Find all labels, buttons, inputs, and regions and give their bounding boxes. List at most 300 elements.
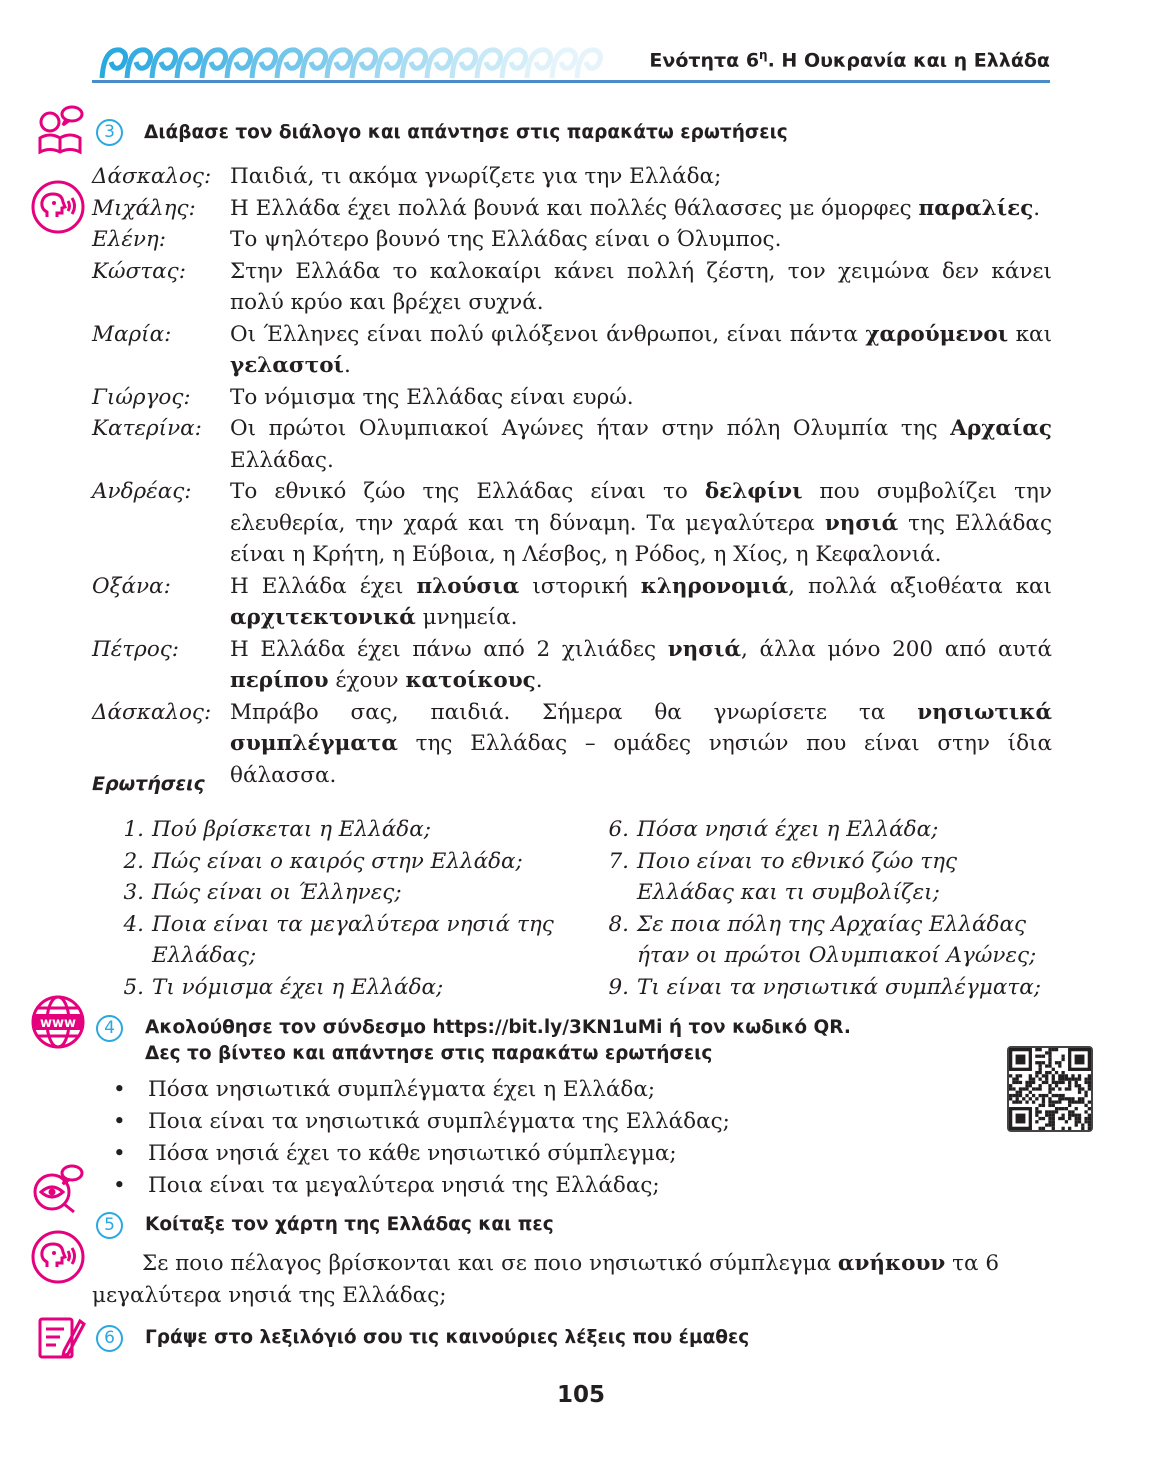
question-item bbox=[108, 846, 573, 878]
exercise-3-number: 3 bbox=[96, 119, 123, 146]
bold-word: χαρούμενοι bbox=[865, 321, 1009, 347]
speaker-name: Γιώργος: bbox=[92, 384, 191, 410]
bold-word: παραλίες bbox=[918, 195, 1034, 221]
qr-module bbox=[1052, 1123, 1055, 1126]
qr-module bbox=[1052, 1074, 1055, 1077]
qr-module bbox=[1012, 1094, 1015, 1097]
question-text: Πόσα νησιά έχει η Ελλάδα; bbox=[637, 817, 939, 842]
speaking-head-icon bbox=[30, 179, 86, 235]
bullet-dot: • bbox=[113, 1173, 126, 1198]
wave-swirl bbox=[402, 50, 426, 78]
wave-swirl bbox=[102, 50, 126, 78]
questions-title: Ερωτήσεις bbox=[92, 773, 205, 795]
qr-module bbox=[1084, 1094, 1087, 1097]
qr-module bbox=[1009, 1074, 1012, 1077]
qr-module bbox=[1081, 1097, 1084, 1100]
question-item bbox=[108, 909, 573, 972]
qr-module bbox=[1016, 1097, 1019, 1100]
qr-module bbox=[1052, 1110, 1055, 1113]
qr-module bbox=[1009, 1087, 1012, 1090]
wave-swirl bbox=[452, 50, 476, 78]
qr-module bbox=[1032, 1078, 1035, 1081]
qr-module bbox=[1012, 1100, 1015, 1103]
qr-module bbox=[1084, 1117, 1087, 1120]
qr-module bbox=[1042, 1100, 1045, 1103]
qr-module bbox=[1068, 1127, 1071, 1130]
qr-code[interactable] bbox=[1007, 1046, 1093, 1132]
qr-module bbox=[1009, 1094, 1012, 1097]
qr-module bbox=[1065, 1074, 1068, 1077]
question-text: Πού βρίσκεται η Ελλάδα; bbox=[152, 817, 431, 842]
qr-module bbox=[1048, 1117, 1051, 1120]
bullet-dot: • bbox=[113, 1141, 126, 1166]
question-number: 5. bbox=[123, 974, 144, 1000]
qr-module bbox=[1019, 1094, 1022, 1097]
qr-module bbox=[1058, 1107, 1061, 1110]
qr-module bbox=[1042, 1055, 1045, 1058]
qr-module bbox=[1078, 1078, 1081, 1081]
page-number: 105 bbox=[556, 1382, 605, 1408]
text-run: Η Ελλάδα έχει πολλά βουνά και πολλές θάλασσες με όμορφες bbox=[230, 195, 919, 221]
wave-swirl bbox=[177, 50, 201, 78]
qr-module bbox=[1045, 1094, 1048, 1097]
qr-module bbox=[1055, 1100, 1058, 1103]
question-text: Ποια είναι τα μεγαλύτερα νησιά της Ελλάδας; bbox=[152, 911, 554, 968]
question-text: Ποιο είναι το εθνικό ζώο της Ελλάδας και τι συμβολίζει; bbox=[637, 848, 958, 905]
qr-module bbox=[1068, 1084, 1071, 1087]
text-run: Το εθνικό ζώο της Ελλάδας είναι το bbox=[230, 479, 705, 504]
qr-module bbox=[1025, 1081, 1028, 1084]
qr-module bbox=[1048, 1087, 1051, 1090]
qr-module bbox=[1048, 1071, 1051, 1074]
bold-word: νησιωτικά συμπλέγματα bbox=[230, 699, 1052, 756]
dialogue-line bbox=[92, 256, 1052, 319]
qr-module bbox=[1058, 1081, 1061, 1084]
qr-module bbox=[1055, 1048, 1058, 1051]
qr-module bbox=[1088, 1117, 1091, 1120]
qr-module bbox=[1055, 1110, 1058, 1113]
qr-module bbox=[1052, 1104, 1055, 1107]
wave-ornament-icon bbox=[92, 40, 612, 84]
dialogue bbox=[92, 161, 1052, 791]
qr-module bbox=[1012, 1087, 1015, 1090]
qr-module bbox=[1068, 1114, 1071, 1117]
qr-module bbox=[1058, 1061, 1061, 1064]
wave-swirl bbox=[552, 50, 576, 78]
qr-module bbox=[1019, 1074, 1022, 1077]
question-item bbox=[593, 909, 1053, 972]
bold-word: νησιά bbox=[824, 510, 899, 536]
speaker-text bbox=[230, 256, 1052, 319]
qr-module bbox=[1078, 1087, 1081, 1090]
qr-module bbox=[1055, 1071, 1058, 1074]
qr-module bbox=[1035, 1048, 1038, 1051]
bullet-text: Πόσα νησιά έχει το κάθε νησιωτικό σύμπλεγμα; bbox=[148, 1141, 677, 1166]
qr-module bbox=[1019, 1087, 1022, 1090]
question-text: Πώς είναι οι Έλληνες; bbox=[152, 880, 402, 905]
qr-module bbox=[1075, 1114, 1078, 1117]
exercise-4-number: 4 bbox=[96, 1015, 123, 1042]
qr-module bbox=[1052, 1117, 1055, 1120]
wave-swirl bbox=[477, 50, 501, 78]
qr-module bbox=[1058, 1078, 1061, 1081]
writing-notebook-icon bbox=[36, 1311, 86, 1361]
exercise-6-instruction: Γράψε στο λεξιλόγιό σου τις καινούριες λέξεις που έμαθες bbox=[145, 1327, 750, 1348]
qr-module bbox=[1039, 1094, 1042, 1097]
wave-swirl bbox=[302, 50, 326, 78]
wave-swirl bbox=[502, 50, 526, 78]
dialogue-line bbox=[92, 193, 1052, 225]
speaker-name: Κώστας: bbox=[92, 258, 186, 284]
qr-module bbox=[1025, 1094, 1028, 1097]
qr-module bbox=[1025, 1100, 1028, 1103]
qr-module bbox=[1081, 1127, 1084, 1130]
qr-module bbox=[1029, 1078, 1032, 1081]
qr-module bbox=[1071, 1097, 1074, 1100]
qr-module bbox=[1016, 1091, 1019, 1094]
qr-module bbox=[1045, 1114, 1048, 1117]
qr-module bbox=[1048, 1104, 1051, 1107]
wave-swirl bbox=[152, 50, 176, 78]
qr-module bbox=[1084, 1110, 1087, 1113]
qr-module bbox=[1048, 1120, 1051, 1123]
text-run: . bbox=[1033, 195, 1041, 221]
qr-module bbox=[1088, 1078, 1091, 1081]
page-header bbox=[0, 0, 1162, 100]
qr-module bbox=[1065, 1097, 1068, 1100]
question-number: 8. bbox=[608, 911, 629, 937]
qr-module bbox=[1039, 1087, 1042, 1090]
exercise-5-text bbox=[92, 1248, 1052, 1311]
qr-module bbox=[1061, 1058, 1064, 1061]
qr-module bbox=[1088, 1114, 1091, 1117]
speaker-name: Δάσκαλος: bbox=[92, 699, 212, 725]
qr-module bbox=[1052, 1048, 1055, 1051]
wave-swirl bbox=[277, 50, 301, 78]
qr-module bbox=[1016, 1114, 1026, 1124]
qr-module bbox=[1055, 1061, 1058, 1064]
text-run: μνημεία. bbox=[415, 605, 518, 630]
globe-www-icon bbox=[30, 994, 86, 1050]
qr-module bbox=[1029, 1084, 1032, 1087]
header-rule bbox=[92, 80, 1050, 83]
dialogue-line bbox=[92, 413, 1052, 476]
wave-swirl bbox=[352, 50, 376, 78]
bullet-item bbox=[113, 1106, 730, 1138]
speaker-text bbox=[230, 634, 1052, 697]
qr-module bbox=[1019, 1100, 1022, 1103]
qr-module bbox=[1061, 1127, 1064, 1130]
qr-module bbox=[1048, 1123, 1051, 1126]
qr-module bbox=[1065, 1107, 1068, 1110]
qr-module bbox=[1055, 1081, 1058, 1084]
qr-module bbox=[1068, 1104, 1071, 1107]
text-run: , πολλά αξιοθέατα και bbox=[788, 573, 1052, 599]
text-run: έχουν bbox=[328, 668, 406, 693]
qr-module bbox=[1039, 1048, 1042, 1051]
speaker-name: Ελένη: bbox=[92, 227, 167, 252]
text-run: Σε ποιο πέλαγος βρίσκονται και σε ποιο νησιωτικό σύμπλεγμα bbox=[142, 1251, 838, 1276]
text-run: της Ελλάδας – ομάδες νησιών που είναι στην ίδια θάλασσα. bbox=[230, 731, 1052, 788]
qr-module bbox=[1052, 1120, 1055, 1123]
bullet-text: Πόσα νησιωτικά συμπλέγματα έχει η Ελλάδα; bbox=[148, 1077, 656, 1102]
bold-word: κατοίκους bbox=[405, 668, 536, 693]
question-item bbox=[593, 972, 1053, 1004]
speaker-name: Ανδρέας: bbox=[92, 479, 192, 504]
speaker-name: Πέτρος: bbox=[92, 636, 180, 662]
wave-swirl bbox=[202, 50, 226, 78]
qr-module bbox=[1088, 1081, 1091, 1084]
question-number: 7. bbox=[608, 848, 629, 874]
qr-module bbox=[1075, 1055, 1085, 1065]
qr-module bbox=[1045, 1071, 1048, 1074]
qr-module bbox=[1035, 1087, 1038, 1090]
speaker-text bbox=[230, 224, 1052, 256]
text-run: που συμβολίζει την ελευθερία, την χαρά και τη δύναμη. Τα μεγαλύτερα bbox=[230, 479, 1052, 536]
qr-module bbox=[1055, 1107, 1058, 1110]
bold-word: αρχιτεκτονικά bbox=[230, 605, 416, 630]
qr-module bbox=[1022, 1087, 1025, 1090]
question-item bbox=[108, 814, 573, 846]
speaker-text bbox=[230, 319, 1052, 382]
qr-module bbox=[1042, 1117, 1045, 1120]
text-run: και bbox=[1008, 321, 1052, 347]
dialogue-line bbox=[92, 224, 1052, 256]
question-number: 1. bbox=[123, 817, 144, 842]
qr-module bbox=[1045, 1081, 1048, 1084]
exercise-6-number: 6 bbox=[96, 1325, 123, 1352]
qr-module bbox=[1088, 1087, 1091, 1090]
qr-module bbox=[1035, 1055, 1038, 1058]
qr-module bbox=[1061, 1081, 1064, 1084]
qr-module bbox=[1048, 1114, 1051, 1117]
qr-module bbox=[1065, 1087, 1068, 1090]
qr-module bbox=[1025, 1087, 1028, 1090]
qr-module bbox=[1029, 1097, 1032, 1100]
qr-module bbox=[1058, 1074, 1061, 1077]
qr-module bbox=[1078, 1074, 1081, 1077]
qr-module bbox=[1016, 1074, 1019, 1077]
qr-module bbox=[1048, 1084, 1051, 1087]
qr-module bbox=[1035, 1114, 1038, 1117]
qr-module bbox=[1084, 1120, 1087, 1123]
speaker-text bbox=[230, 476, 1052, 571]
speaker-text bbox=[230, 382, 1052, 414]
qr-module bbox=[1071, 1074, 1074, 1077]
question-item bbox=[593, 846, 1053, 909]
wave-swirl bbox=[252, 50, 276, 78]
wave-swirl bbox=[127, 50, 151, 78]
text-run: τα 6 μεγαλύτερα νησιά της Ελλάδας; bbox=[92, 1251, 1000, 1308]
speaker-name: Δάσκαλος: bbox=[92, 164, 212, 189]
exercise-5-number: 5 bbox=[96, 1212, 123, 1239]
qr-module bbox=[1045, 1074, 1048, 1077]
qr-module bbox=[1068, 1087, 1071, 1090]
qr-module bbox=[1048, 1091, 1051, 1094]
qr-module bbox=[1058, 1097, 1061, 1100]
qr-module bbox=[1025, 1084, 1028, 1087]
qr-module bbox=[1061, 1097, 1064, 1100]
wave-swirl bbox=[527, 50, 551, 78]
bold-word: κληρονομιά bbox=[640, 573, 789, 599]
qr-module bbox=[1078, 1084, 1081, 1087]
qr-module bbox=[1016, 1094, 1019, 1097]
wave-swirl bbox=[227, 50, 251, 78]
qr-module bbox=[1061, 1055, 1064, 1058]
qr-module bbox=[1052, 1114, 1055, 1117]
qr-module bbox=[1055, 1084, 1058, 1087]
dialogue-line bbox=[92, 161, 1052, 193]
question-text: Σε ποια πόλη της Αρχαίας Ελλάδας ήταν οι πρώτοι Ολυμπιακοί Αγώνες; bbox=[637, 911, 1037, 968]
bullet-item bbox=[113, 1138, 730, 1170]
qr-module bbox=[1075, 1084, 1078, 1087]
qr-module bbox=[1065, 1120, 1068, 1123]
qr-module bbox=[1052, 1127, 1055, 1130]
exercise-4-bullet-list bbox=[113, 1074, 730, 1202]
speaker-text bbox=[230, 697, 1052, 792]
speaker-name: Κατερίνα: bbox=[92, 416, 202, 441]
question-item bbox=[108, 972, 573, 1004]
qr-module bbox=[1022, 1097, 1025, 1100]
qr-module bbox=[1078, 1114, 1081, 1117]
bold-word: δελφίνι bbox=[704, 479, 803, 504]
qr-module bbox=[1068, 1097, 1071, 1100]
bold-word: περίπου bbox=[230, 668, 329, 693]
qr-module bbox=[1035, 1061, 1038, 1064]
qr-module bbox=[1068, 1081, 1071, 1084]
qr-module bbox=[1058, 1064, 1061, 1067]
qr-module bbox=[1068, 1078, 1071, 1081]
question-text: Τι είναι τα νησιωτικά συμπλέγματα; bbox=[637, 974, 1042, 1000]
qr-module bbox=[1084, 1104, 1087, 1107]
qr-module bbox=[1016, 1100, 1019, 1103]
qr-module bbox=[1078, 1091, 1081, 1094]
exercise-5-instruction: Κοίταξε τον χάρτη της Ελλάδας και πες bbox=[145, 1214, 554, 1235]
qr-module bbox=[1071, 1100, 1074, 1103]
text-run: , άλλα μόνο 200 από αυτά bbox=[741, 636, 1053, 662]
qr-module bbox=[1078, 1097, 1081, 1100]
qr-module bbox=[1048, 1100, 1051, 1103]
qr-module bbox=[1048, 1110, 1051, 1113]
qr-module bbox=[1081, 1087, 1084, 1090]
text-run: Το νόμισμα της Ελλάδας είναι ευρώ. bbox=[230, 384, 634, 410]
qr-module bbox=[1042, 1127, 1045, 1130]
qr-module bbox=[1048, 1058, 1051, 1061]
text-run: . bbox=[535, 668, 543, 693]
questions-right-column bbox=[593, 814, 1053, 1003]
questions-left-column bbox=[108, 814, 573, 1003]
qr-module bbox=[1075, 1078, 1078, 1081]
qr-module bbox=[1045, 1110, 1048, 1113]
qr-module bbox=[1009, 1097, 1012, 1100]
wave-swirl bbox=[577, 50, 601, 78]
text-run: . bbox=[343, 353, 351, 378]
qr-module bbox=[1035, 1120, 1038, 1123]
qr-module bbox=[1084, 1091, 1087, 1094]
qr-module bbox=[1075, 1117, 1078, 1120]
dialogue-line bbox=[92, 476, 1052, 571]
bullet-item bbox=[113, 1074, 730, 1106]
text-run: Οι πρώτοι Ολυμπιακοί Αγώνες ήταν στην πόλη Ολυμπία της bbox=[230, 416, 951, 441]
qr-module bbox=[1052, 1081, 1055, 1084]
dialogue-line bbox=[92, 697, 1052, 792]
qr-module bbox=[1088, 1107, 1091, 1110]
qr-module bbox=[1039, 1104, 1042, 1107]
qr-module bbox=[1039, 1071, 1042, 1074]
qr-module bbox=[1088, 1074, 1091, 1077]
qr-module bbox=[1035, 1107, 1038, 1110]
qr-module bbox=[1032, 1087, 1035, 1090]
qr-module bbox=[1039, 1061, 1042, 1064]
qr-module bbox=[1088, 1123, 1091, 1126]
qr-module bbox=[1061, 1074, 1064, 1077]
qr-module bbox=[1042, 1094, 1045, 1097]
qr-module bbox=[1078, 1100, 1081, 1103]
bullet-dot: • bbox=[113, 1109, 126, 1134]
reading-child-icon bbox=[36, 104, 86, 156]
qr-module bbox=[1032, 1094, 1035, 1097]
qr-module bbox=[1071, 1110, 1074, 1113]
text-run: Μπράβο σας, παιδιά. Σήμερα θα γνωρίσετε τα bbox=[230, 699, 918, 725]
qr-module bbox=[1058, 1100, 1061, 1103]
qr-module bbox=[1071, 1114, 1074, 1117]
text-run: ιστορική bbox=[519, 573, 641, 599]
text-run: Η Ελλάδα έχει bbox=[230, 573, 417, 599]
qr-module bbox=[1081, 1123, 1084, 1126]
qr-module bbox=[1039, 1127, 1042, 1130]
question-text: Τι νόμισμα έχει η Ελλάδα; bbox=[152, 974, 444, 1000]
text-run: Παιδιά, τι ακόμα γνωρίζετε για την Ελλάδα; bbox=[230, 164, 722, 189]
qr-module bbox=[1075, 1120, 1078, 1123]
question-text: Πώς είναι ο καιρός στην Ελλάδα; bbox=[152, 848, 523, 874]
qr-module bbox=[1078, 1117, 1081, 1120]
qr-module bbox=[1048, 1051, 1051, 1054]
qr-module bbox=[1061, 1114, 1064, 1117]
qr-module bbox=[1039, 1055, 1042, 1058]
bold-word: Αρχαίας bbox=[950, 416, 1052, 441]
qr-module bbox=[1075, 1081, 1078, 1084]
qr-module bbox=[1048, 1064, 1051, 1067]
qr-module bbox=[1009, 1084, 1012, 1087]
qr-module bbox=[1019, 1081, 1022, 1084]
qr-module bbox=[1042, 1081, 1045, 1084]
qr-module bbox=[1084, 1081, 1087, 1084]
qr-code-icon bbox=[1009, 1048, 1091, 1130]
bold-word: ανήκουν bbox=[837, 1251, 946, 1276]
qr-module bbox=[1068, 1110, 1071, 1113]
question-number: 2. bbox=[123, 848, 144, 874]
qr-module bbox=[1052, 1078, 1055, 1081]
qr-module bbox=[1029, 1074, 1032, 1077]
qr-module bbox=[1052, 1087, 1055, 1090]
qr-module bbox=[1012, 1081, 1015, 1084]
text-run: Η Ελλάδα έχει πάνω από 2 χιλιάδες bbox=[230, 636, 668, 662]
qr-module bbox=[1075, 1100, 1078, 1103]
qr-module bbox=[1032, 1100, 1035, 1103]
question-number: 3. bbox=[123, 880, 144, 905]
bullet-text: Ποια είναι τα νησιωτικά συμπλέγματα της Ελλάδας; bbox=[148, 1109, 730, 1134]
bullet-text: Ποια είναι τα μεγαλύτερα νησιά της Ελλάδας; bbox=[148, 1173, 660, 1198]
dialogue-line bbox=[92, 571, 1052, 634]
qr-module bbox=[1075, 1107, 1078, 1110]
exercise-4-instruction-line1: Ακολούθησε τον σύνδεσμο https://bit.ly/3KN1uMi ή τον κωδικό QR. bbox=[145, 1017, 851, 1038]
text-run: Το ψηλότερο βουνό της Ελλάδας είναι ο Όλυμπος. bbox=[230, 227, 782, 252]
qr-module bbox=[1088, 1084, 1091, 1087]
qr-module bbox=[1052, 1094, 1055, 1097]
qr-module bbox=[1078, 1120, 1081, 1123]
qr-module bbox=[1088, 1127, 1091, 1130]
qr-module bbox=[1045, 1051, 1048, 1054]
